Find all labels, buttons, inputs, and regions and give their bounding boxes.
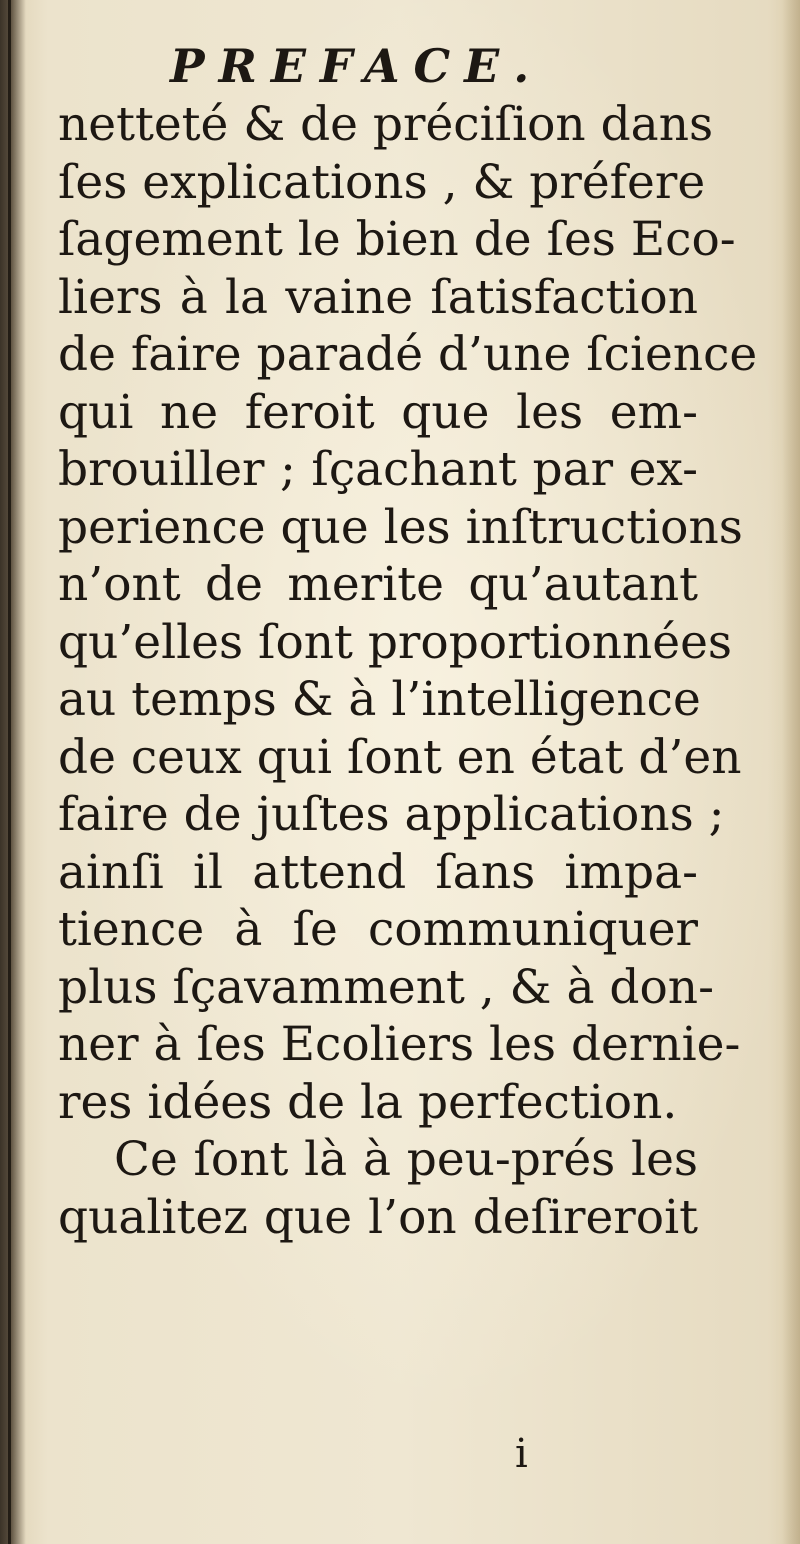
text-line: qui ne feroit que les em- <box>58 384 698 440</box>
text-line: liers à la vaine ſatisfaction <box>58 269 698 325</box>
binding-edge <box>8 0 11 1544</box>
text-line: perience que les inſtructions <box>58 499 743 555</box>
text-line: tience à ſe communiquer <box>58 902 698 957</box>
text-line: ſes explications , & préfere <box>58 154 706 210</box>
text-line: brouiller ; ſçachant par ex- <box>58 442 698 497</box>
text-line: ainſi il attend ſans impa- <box>58 844 698 900</box>
text-line: faire de juſtes applications ; <box>58 787 725 842</box>
running-head: PREFACE. <box>170 39 544 93</box>
text-line: netteté & de préciſion dans <box>58 97 714 152</box>
text-line: qualitez que l’on deſireroit <box>58 1189 698 1245</box>
text-line: ner à ſes Ecoliers les dernie- <box>58 1017 741 1072</box>
text-line: plus ſçavamment , & à don- <box>58 959 714 1015</box>
signature-mark: i <box>515 1431 528 1477</box>
body-text <box>58 96 758 1246</box>
gutter-shadow <box>0 0 26 1544</box>
text-line: res idées de la perfection. <box>58 1074 678 1130</box>
text-line: de faire paradé d’une ſcience <box>58 327 758 382</box>
text-line: n’ont de merite qu’autant <box>58 557 698 612</box>
text-line: au temps & à l’intelligence <box>58 672 701 727</box>
text-line: qu’elles ſont proportionnées <box>58 614 733 670</box>
text-line: Ce ſont là à peu-prés les <box>114 1132 698 1187</box>
text-line: ſagement le bien de ſes Eco- <box>58 212 736 267</box>
text-line: de ceux qui ſont en état d’en <box>58 729 742 785</box>
page-edge <box>782 0 800 1544</box>
